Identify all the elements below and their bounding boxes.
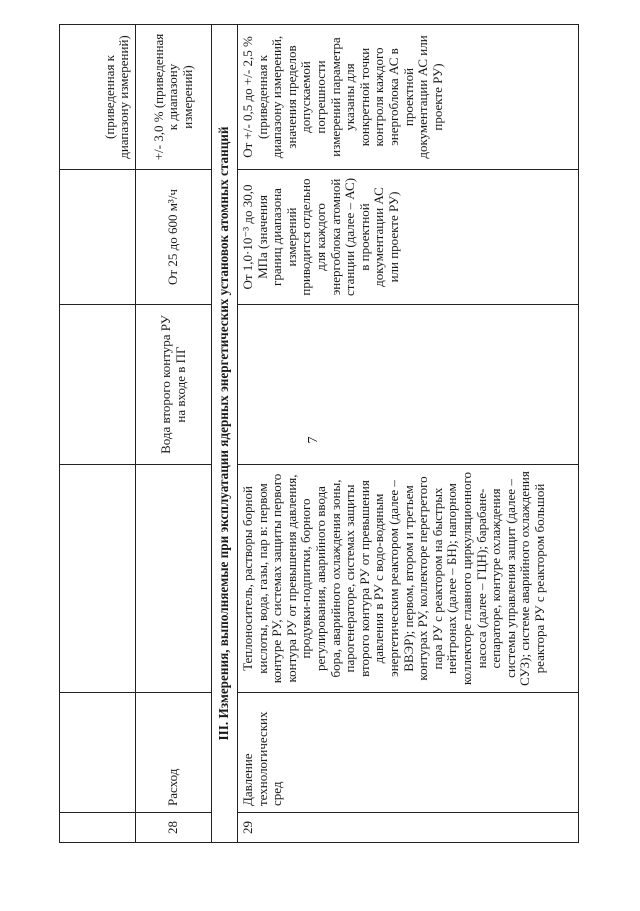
cell-environment: Теплоноситель, растворы борной кислоты, вода, газы, пар в: первом контуре РУ, системах защиты первого контура РУ от превышения давления, продувки-подпитки, борного регулирования, аварийного ввода бора, аварийного охлаждения зоны, парогенераторе, системах защиты второго контура РУ от превышения давления в РУ с водо-водяным энергетическим реактором (далее – ВВЭР); первом, втором и третьем контурах РУ, коллекторе перегретого пара РУ с реактором на быстрых нейтронах (далее – БН); напорном коллекторе главного циркуляционного насоса (далее – ГЦН); барабане-сепараторе, контуре охлаждения системы управления защит (далее – СУЗ); системе аварийного охлаждения реактора РУ с реактором большой xyxy=(238,465,579,693)
table-row-continuation xyxy=(60,25,136,843)
table-row-28 xyxy=(136,25,212,843)
cell-place: Вода второго контура РУ на входе в ПГ xyxy=(136,305,212,465)
cell-accuracy: (приведенная к диапазону измерений) xyxy=(60,25,136,170)
cell-num: 29 xyxy=(238,813,579,843)
cell-place xyxy=(238,305,579,465)
rotated-table-wrapper xyxy=(59,25,579,843)
cell-range: От 25 до 600 м³/ч xyxy=(136,170,212,305)
table-row-29 xyxy=(238,25,579,843)
page-number: 7 xyxy=(306,436,321,444)
cell-parameter xyxy=(60,693,136,813)
cell-environment xyxy=(60,465,136,693)
cell-parameter: Давление технологических сред xyxy=(238,693,579,813)
cell-accuracy: +/- 3,0 % (приведенная к диапазону измерений) xyxy=(136,25,212,170)
cell-num xyxy=(60,813,136,843)
cell-place xyxy=(60,305,136,465)
cell-num: 28 xyxy=(136,813,212,843)
measurements-table xyxy=(59,24,579,843)
cell-range: От 1,0·10⁻³ до 30,0 МПа (значения границ диапазона измерений приводится отдельно для каждого энергоблока атомной станции (далее – АС) в проектной документации АС или проекте РУ) xyxy=(238,170,579,305)
section-heading: III. Измерения, выполняемые при эксплуатации ядерных энергетических установок атомных станций xyxy=(212,25,238,843)
cell-range xyxy=(60,170,136,305)
cell-accuracy: От +/- 0,5 до +/- 2,5 % (приведенная к диапазону измерений, значения пределов допускаемой погрешности измерений параметра указаны для конкретной точки контроля каждого энергоблока АС в проектной документации АС или проекте РУ) xyxy=(238,25,579,170)
cell-parameter: Расход xyxy=(136,693,212,813)
section-heading-row xyxy=(212,25,238,843)
cell-environment xyxy=(136,465,212,693)
